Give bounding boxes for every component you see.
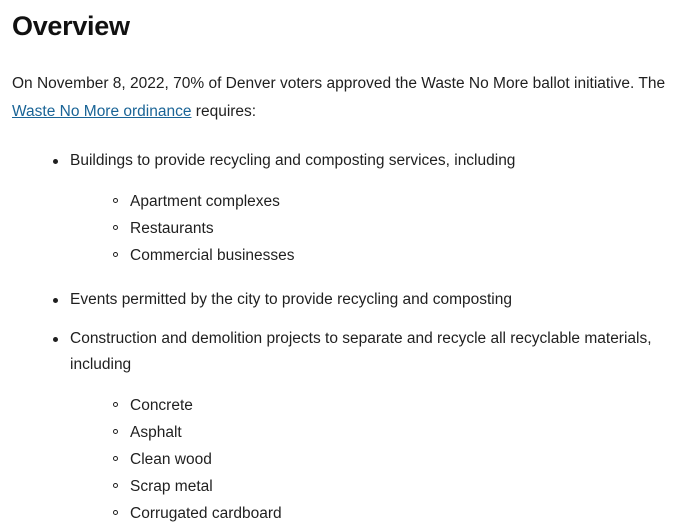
list-item: [70, 287, 669, 313]
list-item-label: Buildings to provide recycling and composting services, including: [70, 152, 516, 170]
intro-paragraph: [12, 70, 667, 126]
intro-text-after-link: requires:: [191, 103, 257, 121]
sublist-buildings: [70, 188, 669, 269]
list-item-label: Corrugated cardboard: [130, 505, 282, 523]
document-body: [0, 10, 681, 527]
list-item: [70, 148, 669, 269]
page-title: Overview: [12, 11, 130, 41]
list-item: [70, 326, 669, 527]
list-item-label: Apartment complexes: [130, 193, 280, 211]
list-item-label: Asphalt: [130, 424, 182, 442]
list-item-label: Clean wood: [130, 451, 212, 469]
list-item-label: Commercial businesses: [130, 247, 295, 265]
list-item-label: Construction and demolition projects to separate and recycle all recyclable materials, including: [70, 330, 652, 374]
list-item-label: Restaurants: [130, 220, 214, 238]
list-item-label: Events permitted by the city to provide recycling and composting: [70, 291, 512, 309]
list-item: [130, 473, 669, 500]
sublist-materials: [70, 392, 669, 527]
intro-text-before-link: On November 8, 2022, 70% of Denver voters approved the Waste No More ballot initiative. The: [12, 75, 666, 93]
list-item-label: Concrete: [130, 397, 193, 415]
waste-no-more-ordinance-link[interactable]: Waste No More ordinance: [12, 103, 192, 121]
requirements-list: [12, 148, 669, 527]
list-item: [130, 446, 669, 473]
list-item: [130, 392, 669, 419]
list-item: [130, 242, 669, 269]
list-item: [130, 188, 669, 215]
list-item: [130, 419, 669, 446]
list-item: [130, 215, 669, 242]
list-item-label: Scrap metal: [130, 478, 213, 496]
list-item: [130, 500, 669, 527]
